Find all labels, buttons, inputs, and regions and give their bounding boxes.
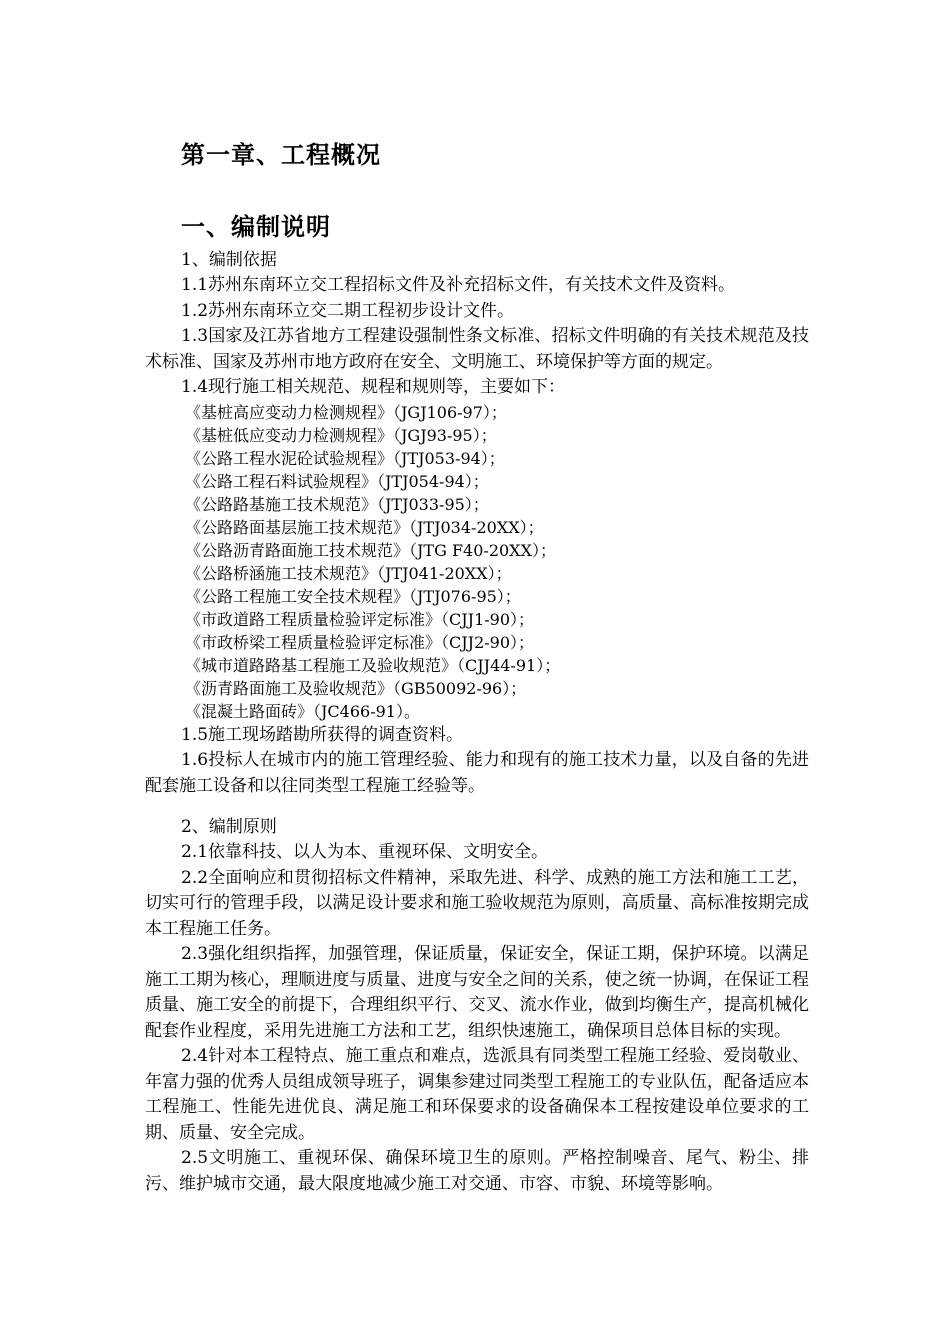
basis-paragraph-5: 1.5施工现场踏勘所获得的调查资料。 — [181, 724, 464, 745]
principles-paragraph-5: 2.5文明施工、重视环保、确保环境卫生的原则。严格控制噪音、尾气、粉尘、排污、维护城市交通，最大限度地减少施工对交通、市容、市貌、环境等影响。 — [145, 1148, 809, 1194]
standard-item: 《公路桥涵施工技术规范》（JTJ041-20XX）； — [185, 563, 512, 583]
standards-list — [185, 401, 809, 723]
standard-item: 《公路路面基层施工技术规范》（JTJ034-20XX）； — [185, 517, 544, 537]
principles-paragraph-3: 2.3强化组织指挥，加强管理，保证质量，保证安全，保证工期，保护环境。以满足施工工期为核心，理顺进度与质量、进度与安全之间的关系，使之统一协调，在保证工程质量、施工安全的前提下，合理组织平行、交叉、流水作业，做到均衡生产，提高机械化配套作业程度，采用先进施工方法和工艺，组织快速施工，确保项目总体目标的实现。 — [145, 944, 809, 1041]
standard-item: 《公路工程施工安全技术规程》（JTJ076-95）； — [185, 586, 521, 606]
standard-item: 《市政道路工程质量检验评定标准》（CJJ1-90）； — [185, 609, 535, 629]
principles-paragraph-2: 2.2全面响应和贯彻招标文件精神，采取先进、科学、成熟的施工方法和施工工艺，切实可行的管理手段，以满足设计要求和施工验收规范为原则，高质量、高标准按期完成本工程施工任务。 — [145, 867, 809, 939]
standard-item: 《基桩低应变动力检测规程》（JGJ93-95）； — [185, 425, 497, 445]
standard-item: 《沥青路面施工及验收规范》（GB50092-96）； — [185, 678, 527, 698]
section-title: 一、编制说明 — [181, 213, 331, 241]
standard-item: 《公路路基施工技术规范》（JTJ033-95）； — [185, 494, 489, 514]
document-body — [145, 248, 809, 1197]
chapter-title: 第一章、工程概况 — [181, 141, 381, 169]
standard-item: 《混凝土路面砖》（JC466-91）。 — [185, 701, 420, 721]
basis-heading: 1、编制依据 — [181, 250, 277, 270]
basis-paragraph-6: 1.6投标人在城市内的施工管理经验、能力和现有的施工技术力量，以及自备的先进配套施工设备和以往同类型工程施工经验等。 — [145, 750, 809, 796]
standard-item: 《市政桥梁工程质量检验评定标准》（CJJ2-90）； — [185, 632, 535, 652]
principles-paragraph-4: 2.4针对本工程特点、施工重点和难点，选派具有同类型工程施工经验、爱岗敬业、年富力强的优秀人员组成领导班子，调集参建过同类型工程施工的专业队伍，配备适应本工程施工、性能先进优良、满足施工和环保要求的设备确保本工程按建设单位要求的工期、质量、安全完成。 — [145, 1046, 809, 1143]
standard-item: 《公路沥青路面施工技术规范》（JTG F40-20XX）； — [185, 540, 556, 560]
standard-item: 《公路工程水泥砼试验规程》（JTJ053-94）； — [185, 448, 505, 468]
standard-item: 《城市道路路基工程施工及验收规范》（CJJ44-91）； — [185, 655, 561, 675]
basis-paragraph-4: 1.4现行施工相关规范、规程和规则等，主要如下： — [181, 377, 566, 397]
basis-paragraph-1: 1.1苏州东南环立交工程招标文件及补充招标文件，有关技术文件及资料。 — [181, 275, 736, 295]
basis-paragraph-3: 1.3国家及江苏省地方工程建设强制性条文标准、招标文件明确的有关技术规范及技术标准、国家及苏州市地方政府在安全、文明施工、环境保护等方面的规定。 — [145, 326, 809, 372]
standard-item: 《公路工程石料试验规程》（JTJ054-94）； — [185, 471, 489, 491]
principles-heading: 2、编制原则 — [181, 817, 277, 837]
section-spacer — [145, 799, 809, 815]
basis-paragraph-2: 1.2苏州东南环立交二期工程初步设计文件。 — [181, 300, 515, 321]
principles-paragraph-1: 2.1依靠科技、以人为本、重视环保、文明安全。 — [181, 842, 549, 862]
standard-item: 《基桩高应变动力检测规程》（JGJ106-97）； — [185, 402, 507, 422]
